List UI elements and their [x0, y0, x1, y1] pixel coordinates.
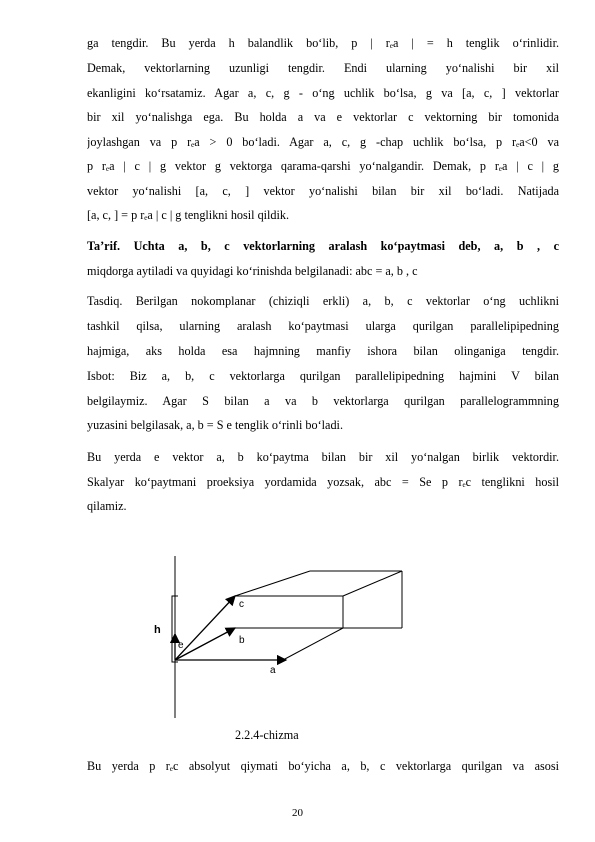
text-line: p rₑa | c | g vektor g vektorga qarama-qarshi yo‘nalgandir. Demak, p rₑa | c | g	[87, 159, 559, 173]
label-b: b	[239, 635, 245, 646]
text-line: Bu yerda p rₑc absolyut qiymati bo‘yicha a, b, c vektorlarga qurilgan va asosi	[87, 759, 559, 773]
figure-caption: 2.2.4-chizma	[235, 728, 299, 742]
text-line: belgilaymiz. Agar S bilan a va b vektorlarga qurilgan parallelogrammning	[87, 394, 559, 408]
text-line: Bu yerda e vektor a, b ko‘paytma bilan bir xil yo‘nalgan birlik vektordir.	[87, 450, 559, 464]
statement-line: Tasdiq. Berilgan nokomplanar (chiziqli erkli) a, b, c vektorlar o‘ng uchlikni	[87, 294, 559, 308]
label-e: e	[178, 640, 184, 651]
text-line: Demak, vektorlarning uzunligi tengdir. Endi ularning yo‘nalishi bir xil	[87, 61, 559, 75]
text-line: hajmiga, aks holda esa hajmning manfiy ishora bilan olinganiga tengdir.	[87, 344, 559, 358]
text-line: tashkil qilsa, ularning aralash ko‘paytmasi ularga qurilgan parallelipipedning	[87, 319, 559, 333]
page-number: 20	[292, 807, 303, 819]
text-line: joylashgan va p rₑa > 0 bo‘ladi. Agar a, c, g -chap uchlik bo‘lsa, p rₑa<0 va	[87, 135, 559, 149]
definition-line: Ta’rif. Uchta a, b, c vektorlarning aralash ko‘paytmasi deb, a, b , c	[87, 239, 559, 253]
text-line: Skalyar ko‘paytmani proeksiya yordamida yozsak, abc = Se p rₑc tenglikni hosil	[87, 475, 559, 489]
text-line: qilamiz.	[87, 499, 127, 513]
text-line: yuzasini belgilasak, a, b = S e tenglik o‘rinli bo‘ladi.	[87, 418, 343, 432]
text-line: ga tengdir. Bu yerda h balandlik bo‘lib, p | rₑa | = h tenglik o‘rinlidir.	[87, 36, 559, 50]
label-h: h	[154, 624, 161, 636]
text-line: vektor yo‘nalishi [a, c, ] vektor yo‘nalishi bilan bir xil bo‘ladi. Natijada	[87, 184, 559, 198]
text-line: [a, c, ] = p rₑa | c | g tenglikni hosil qildik.	[87, 208, 290, 222]
proof-line: Isbot: Biz a, b, c vektorlarga qurilgan parallelipipedning hajmini V bilan	[87, 369, 559, 383]
text-line: miqdorga aytiladi va quyidagi ko‘rinishda belgilanadi: abc = a, b , c	[87, 264, 418, 278]
label-a: a	[270, 665, 276, 676]
text-line: bir xil yo‘nalishga ega. Bu holda a va e vektorlar c vektorning bir tomonida	[87, 110, 559, 124]
text-line: ekanligini ko‘rsatamiz. Agar a, c, g - o‘ng uchlik bo‘lsa, g va [a, c, ] vektorlar	[87, 86, 559, 100]
label-c: c	[239, 599, 244, 610]
